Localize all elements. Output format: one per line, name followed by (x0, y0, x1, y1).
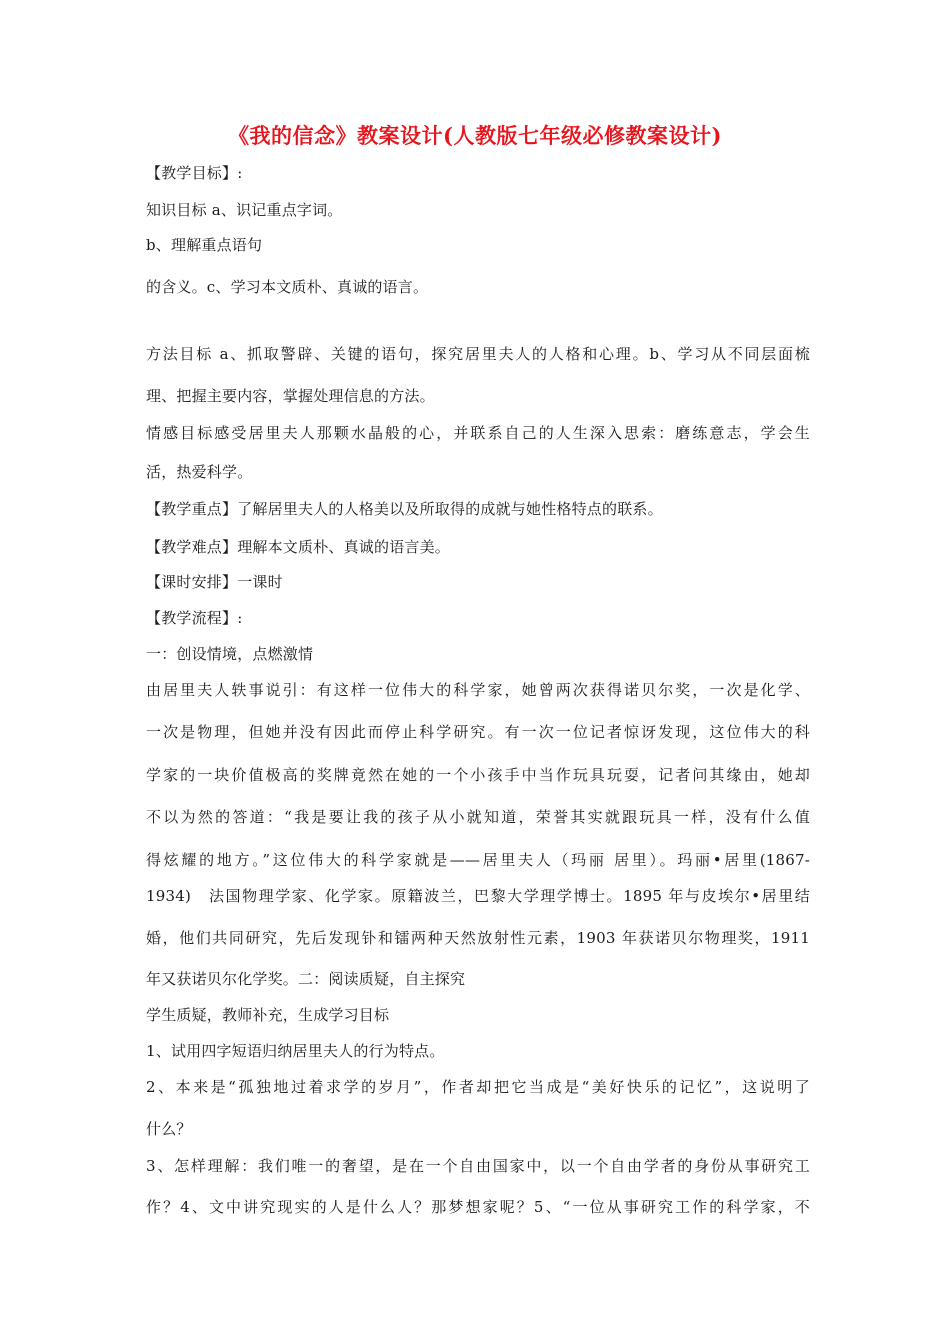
method-goal-line-2: 理、把握主要内容，掌握处理信息的方法。 (146, 387, 435, 405)
step-one-heading: 一：创设情境，点燃激情 (146, 645, 314, 663)
question-1-line: 1、试用四字短语归纳居里夫人的行为特点。 (146, 1042, 445, 1060)
class-schedule-line: 【课时安排】一课时 (146, 573, 283, 591)
emotion-goal-line-1: 情感目标感受居里夫人那颗水晶般的心，并联系自己的人生深入思索：磨练意志，学会生 (146, 424, 810, 442)
story-paragraph-line-3: 学家的一块价值极高的奖牌竟然在她的一个小孩手中当作玩具玩耍，记者问其缘由，她却 (146, 766, 810, 784)
emotion-goal-line-2: 活，热爱科学。 (146, 463, 253, 481)
method-goal-line-1: 方法目标 a、抓取警辟、关键的语句，探究居里夫人的人格和心理。b、学习从不同层面梳 (146, 345, 810, 363)
knowledge-goal-b-line: b、理解重点语句 (146, 236, 263, 254)
teaching-focus-line: 【教学重点】了解居里夫人的人格美以及所取得的成就与她性格特点的联系。 (146, 500, 663, 518)
story-paragraph-line-4: 不以为然的答道：“我是要让我的孩子从小就知道，荣誉其实就跟玩具一样，没有什么值 (146, 808, 810, 826)
section-heading-teaching-process: 【教学流程】: (146, 609, 243, 627)
question-2-line-1: 2、本来是“孤独地过着求学的岁月”，作者却把它当成是“美好快乐的记忆”，这说明了 (146, 1078, 810, 1096)
story-paragraph-line-7: 婚，他们共同研究，先后发现钋和镭两种天然放射性元素，1903 年获诺贝尔物理奖，1911 (146, 929, 810, 947)
teaching-difficulty-line: 【教学难点】理解本文质朴、真诚的语言美。 (146, 538, 451, 556)
knowledge-goal-line: 知识目标 a、识记重点字词。 (146, 201, 343, 219)
story-paragraph-line-6: 1934) 法国物理学家、化学家。原籍波兰，巴黎大学理学博士。1895 年与皮埃尔•居里结 (146, 887, 810, 905)
student-questions-line: 学生质疑，教师补充，生成学习目标 (146, 1006, 390, 1024)
story-paragraph-line-1: 由居里夫人轶事说引：有这样一位伟大的科学家，她曾两次获得诺贝尔奖，一次是化学、 (146, 681, 810, 699)
document-title: 《我的信念》教案设计(人教版七年级必修教案设计) (228, 123, 722, 148)
knowledge-goal-c-line: 的含义。c、学习本文质朴、真诚的语言。 (146, 278, 429, 296)
question-2-line-2: 什么？ (146, 1120, 192, 1138)
section-heading-teaching-goals: 【教学目标】: (146, 164, 243, 182)
story-paragraph-line-5: 得炫耀的地方。”这位伟大的科学家就是——居里夫人（玛丽 居里）。玛丽•居里(1867- (146, 851, 810, 869)
question-3-line-1: 3、怎样理解：我们唯一的奢望，是在一个自由国家中，以一个自由学者的身份从事研究工 (146, 1157, 810, 1175)
story-paragraph-line-2: 一次是物理，但她并没有因此而停止科学研究。有一次一位记者惊讶发现，这位伟大的科 (146, 723, 810, 741)
story-paragraph-line-8: 年又获诺贝尔化学奖。二：阅读质疑，自主探究 (146, 970, 466, 988)
question-3-line-2: 作？4、文中讲究现实的人是什么人？那梦想家呢？5、“一位从事研究工作的科学家，不 (146, 1198, 810, 1216)
